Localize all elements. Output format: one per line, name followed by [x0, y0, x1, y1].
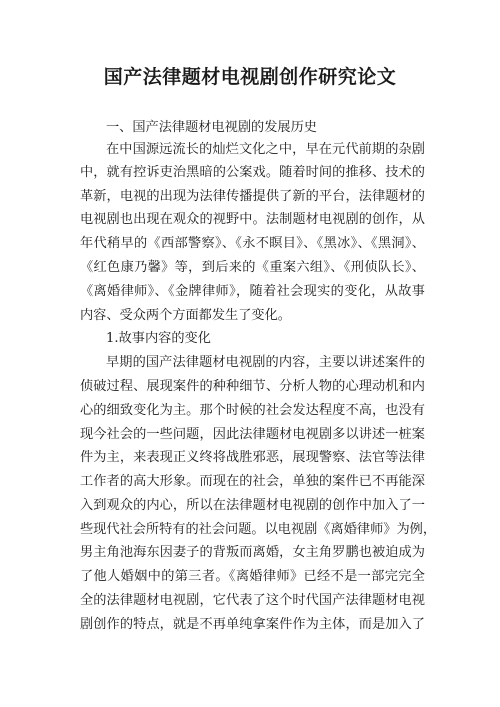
paragraph-line: 件为主，来表现正义终将战胜邪恶，展现警察、法官等法律	[80, 450, 425, 465]
paragraph-line: 中，就有控诉吏治黑暗的公案戏。随着时间的推移、技术的	[80, 165, 425, 180]
paragraph-line: 内容、受众两个方面都发生了变化。	[80, 308, 291, 323]
section-heading: 一、国产法律题材电视剧的发展历史	[106, 120, 317, 135]
paragraph-line: 男主角池海东因妻子的背叛而离婚，女主角罗鹏也被迫成为	[80, 545, 425, 560]
paragraph-line: 入到观众的内心，所以在法律题材电视剧的创作中加入了一	[80, 498, 425, 513]
paragraph-line: 革新，电视的出现为法律传播提供了新的平台，法律题材的	[80, 189, 425, 204]
paragraph-line: 全的法律题材电视剧，它代表了这个时代国产法律题材电视	[80, 593, 425, 608]
paragraph-line: 些现代社会所特有的社会问题。以电视剧《离婚律师》为例，	[80, 522, 437, 537]
paragraph-line: 工作者的高大形象。而现在的社会，单独的案件已不再能深	[80, 474, 425, 489]
paragraph-line: 心的细致变化为主。那个时候的社会发达程度不高，也没有	[80, 403, 425, 418]
paragraph-line: 了他人婚姻中的第三者。《离婚律师》已经不是一部完完全	[80, 569, 425, 584]
paragraph-line: 在中国源远流长的灿烂文化之中，早在元代前期的杂剧	[106, 142, 425, 157]
paragraph-line: 《红色康乃馨》等，到后来的《重案六组》、《刑侦队长》、	[80, 260, 425, 275]
paragraph-line: 《离婚律师》、《金牌律师》，随着社会现实的变化，从故事	[80, 284, 425, 299]
paragraph-line: 早期的国产法律题材电视剧的内容，主要以讲述案件的	[106, 355, 425, 370]
paragraph-line: 侦破过程、展现案件的种种细节、分析人物的心理动机和内	[80, 379, 425, 394]
paragraph-line: 电视剧也出现在观众的视野中。法制题材电视剧的创作，从	[80, 212, 425, 227]
document-title: 国产法律题材电视剧创作研究论文	[103, 66, 397, 88]
paragraph-line: 现今社会的一些问题，因此法律题材电视剧多以讲述一桩案	[80, 427, 425, 442]
paragraph-line: 剧创作的特点，就是不再单纯拿案件作为主体，而是加入了	[80, 617, 425, 632]
subsection-heading: 1.故事内容的变化	[106, 331, 211, 346]
paragraph-line: 年代稍早的《西部警察》、《永不瞑目》、《黑冰》、《黑洞》、	[80, 236, 425, 251]
